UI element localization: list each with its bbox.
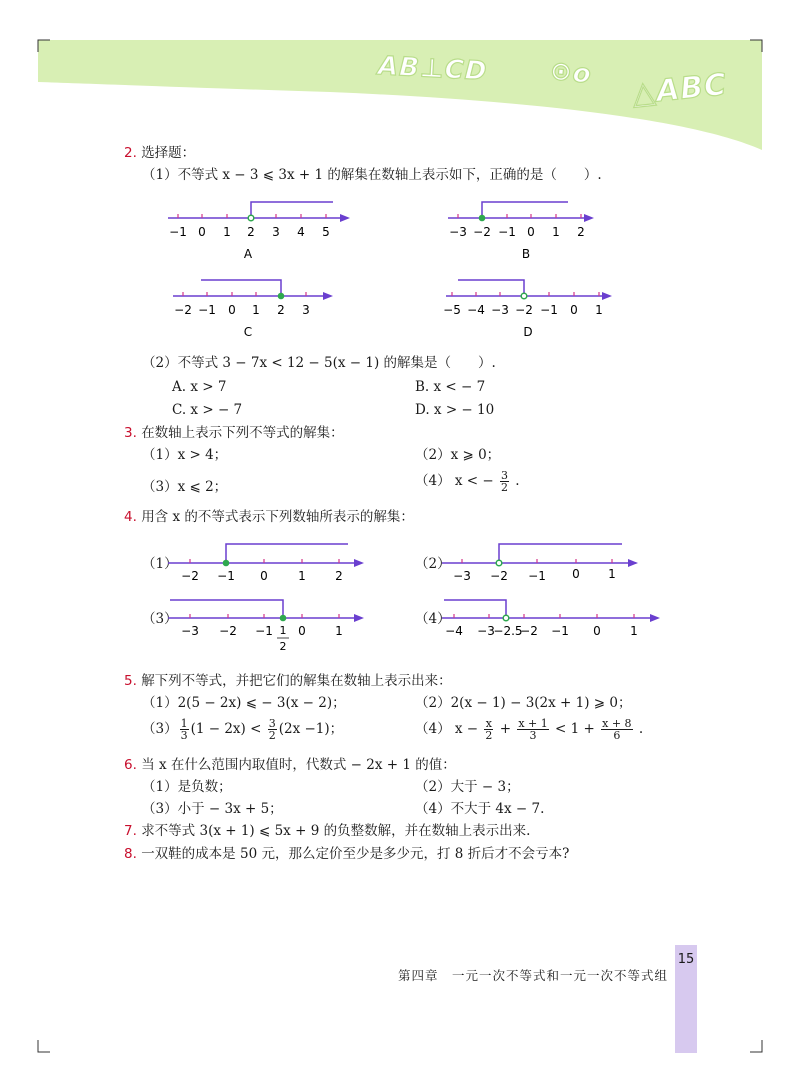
fraction: $\frac{x}{2}$ — [485, 717, 493, 742]
q4-label-3: （3） — [142, 611, 178, 627]
tick-label: 0 — [228, 303, 236, 317]
q4-label-1: （1） — [142, 556, 178, 572]
tick-label: 1 — [335, 624, 343, 638]
tick-label: −3 — [449, 225, 467, 239]
fraction: $\frac{x + 8}{6}$ — [602, 717, 632, 742]
q2-part2: （2）不等式 3 − 7x < 12 − 5(x − 1) 的解集是（ ）. — [142, 355, 496, 371]
q2-option-b: B. x < − 7 — [415, 379, 486, 395]
half-fraction-numerator: 1 — [279, 624, 287, 637]
numberline-q4-2 — [440, 538, 640, 588]
page-number: 15 — [677, 952, 695, 967]
header-word-circle: ⊙o — [548, 55, 594, 91]
tick-label: 2 — [277, 303, 285, 317]
numberline-q4-1 — [166, 538, 366, 588]
q4-title: 用含 x 的不等式表示下列数轴所表示的解集： — [141, 509, 414, 525]
q3-item-1: （1）x > 4； — [142, 447, 228, 463]
q3-number: 3. — [124, 425, 137, 441]
arrow-icon — [340, 214, 350, 222]
q6-item-3: （3）小于 − 3x + 5； — [142, 801, 283, 817]
tick-label: −1 — [169, 225, 187, 239]
tick-label: 3 — [302, 303, 310, 317]
q3-item-2: （2）x ⩾ 0； — [415, 447, 501, 463]
tick-label: −3 — [453, 569, 471, 583]
q3-item-4-post: . — [515, 473, 520, 489]
q5-item-3: （3） $\frac{1}{3}$ (1 − 2x) < $\frac{3}{2}$ (2x −1)； — [142, 717, 344, 742]
arrow-icon — [584, 214, 594, 222]
q8-text: 一双鞋的成本是 50 元，那么定价至少是多少元，打 8 折后才不会亏本? — [141, 846, 570, 862]
q3-title: 在数轴上表示下列不等式的解集： — [141, 425, 344, 441]
q2-option-a: A. x > 7 — [172, 379, 227, 395]
endpoint-dot-d — [521, 293, 527, 299]
caption-b: B — [521, 247, 531, 261]
tick-label: −1 — [198, 303, 216, 317]
arrow-icon — [354, 559, 364, 567]
tick-label: 3 — [272, 225, 280, 239]
tick-label: −2 — [174, 303, 192, 317]
tick-label: 2 — [335, 569, 343, 583]
q4-heading — [124, 508, 414, 526]
tick-label: −3 — [477, 624, 495, 638]
tick-label: −2 — [520, 624, 538, 638]
numberline-q4-3 — [166, 594, 366, 656]
q3-item-4 — [415, 470, 520, 493]
fraction: $\frac{1}{3}$ — [180, 717, 188, 742]
tick-label: 0 — [593, 624, 601, 638]
half-fraction-denominator: 2 — [279, 640, 287, 653]
tick-label: −5 — [443, 303, 461, 317]
q2-option-d: D. x > − 10 — [415, 402, 495, 418]
q3-heading — [124, 424, 344, 442]
tick-label: 0 — [298, 624, 306, 638]
arrow-icon — [602, 292, 612, 300]
tick-label: 1 — [552, 225, 560, 239]
q4-number: 4. — [124, 509, 137, 525]
q6-item-1: （1）是负数； — [142, 779, 232, 795]
fraction: $\frac{3}{2}$ — [501, 469, 508, 494]
numberline-d — [438, 272, 623, 342]
q5-item-4: （4） x − $\frac{x}{2}$ + $\frac{x + 1}{3}$ < 1 + $\frac{x + 8}{6}$ . — [415, 717, 644, 742]
tick-label: −3 — [181, 624, 199, 638]
tick-label: 1 — [252, 303, 260, 317]
solution-bracket-a — [251, 202, 333, 218]
tick-label: −2 — [515, 303, 533, 317]
tick-label: −2 — [490, 569, 508, 583]
tick-label: −1 — [540, 303, 558, 317]
tick-label: 1 — [298, 569, 306, 583]
q5-heading — [124, 672, 452, 690]
numberline-b — [440, 196, 610, 266]
q2-title: 选择题： — [141, 145, 196, 161]
q2-heading — [124, 144, 195, 162]
tick-label: −1 — [255, 624, 273, 638]
arrow-icon — [650, 614, 660, 622]
tick-label: −4 — [445, 624, 463, 638]
tick-label: 2 — [577, 225, 585, 239]
endpoint-dot-c — [278, 293, 284, 299]
q4-label-4: （4） — [415, 611, 451, 627]
solution-bracket-b — [482, 202, 568, 218]
tick-label: −1 — [528, 569, 546, 583]
tick-label: −2 — [473, 225, 491, 239]
numberline-q4-4 — [440, 594, 665, 644]
tick-label: 1 — [608, 567, 616, 581]
q5-title: 解下列不等式，并把它们的解集在数轴上表示出来： — [141, 673, 452, 689]
solution-bracket-q4-3 — [170, 600, 283, 618]
q7 — [124, 822, 530, 840]
tick-label: 0 — [570, 303, 578, 317]
arrow-icon — [354, 614, 364, 622]
q2-option-c: C. x > − 7 — [172, 402, 243, 418]
arrow-icon — [628, 559, 638, 567]
tick-label: 1 — [595, 303, 603, 317]
q4-label-2: （2） — [415, 556, 451, 572]
q6-heading — [124, 756, 456, 774]
tick-label: 1 — [223, 225, 231, 239]
solution-bracket-d — [458, 280, 524, 296]
q7-number: 7. — [124, 823, 137, 839]
endpoint-dot-q4-1 — [223, 560, 229, 566]
solution-bracket-q4-2 — [499, 544, 622, 563]
tick-label: 0 — [260, 569, 268, 583]
tick-label: 2 — [247, 225, 255, 239]
q6-item-2: （2）大于 − 3； — [415, 779, 520, 795]
tick-label: −1 — [551, 624, 569, 638]
q6-item-4: （4）不大于 4x − 7. — [415, 801, 545, 817]
fraction: $\frac{3}{2}$ — [268, 717, 276, 742]
endpoint-dot-a — [248, 215, 254, 221]
caption-c: C — [243, 325, 253, 339]
endpoint-dot-b — [479, 215, 485, 221]
q5-number: 5. — [124, 673, 137, 689]
tick-label: 1 — [630, 624, 638, 638]
numberline-a — [160, 196, 360, 266]
q3-item-4-pre: （4） x < − — [415, 473, 494, 489]
tick-label: −1 — [498, 225, 516, 239]
footer-title: 一元一次不等式和一元一次不等式组 — [452, 968, 669, 983]
footer-chapter: 第四章 — [398, 968, 439, 983]
q7-text: 求不等式 3(x + 1) ⩽ 5x + 9 的负整数解，并在数轴上表示出来. — [141, 823, 531, 839]
header-word-triangle: △ABC — [630, 67, 729, 112]
tick-label: 0 — [572, 567, 580, 581]
tick-label: 0 — [527, 225, 535, 239]
endpoint-dot-q4-2 — [496, 560, 502, 566]
tick-label: −2 — [219, 624, 237, 638]
q5-item-1: （1）2(5 − 2x) ⩽ − 3(x − 2)； — [142, 695, 346, 711]
tick-label: 5 — [322, 225, 330, 239]
q5-item-2: （2）2(x − 1) − 3(2x + 1) ⩾ 0； — [415, 695, 632, 711]
q8 — [124, 845, 569, 863]
solution-bracket-q4-4 — [444, 600, 506, 618]
header-word-perpendicular: AB⊥CD — [377, 51, 489, 87]
tick-label: −2 — [181, 569, 199, 583]
tick-label: −4 — [467, 303, 485, 317]
arrow-icon — [323, 292, 333, 300]
q3-item-3: （3）x ⩽ 2； — [142, 479, 228, 495]
solution-bracket-c — [201, 280, 281, 296]
tick-label: −2.5 — [493, 624, 523, 638]
caption-a: A — [243, 247, 253, 261]
endpoint-dot-q4-4 — [503, 615, 509, 621]
tick-label: 0 — [198, 225, 206, 239]
tick-label: 4 — [297, 225, 305, 239]
q6-title: 当 x 在什么范围内取值时，代数式 − 2x + 1 的值： — [141, 757, 456, 773]
q8-number: 8. — [124, 846, 137, 862]
solution-bracket-q4-1 — [226, 544, 348, 563]
caption-d: D — [523, 325, 533, 339]
endpoint-dot-q4-3 — [280, 615, 286, 621]
q6-number: 6. — [124, 757, 137, 773]
tick-label: −1 — [217, 569, 235, 583]
fraction: $\frac{x + 1}{3}$ — [518, 717, 548, 742]
tick-label: −3 — [491, 303, 509, 317]
q2-number: 2. — [124, 145, 137, 161]
q2-part1: （1）不等式 x − 3 ⩽ 3x + 1 的解集在数轴上表示如下，正确的是（ ）. — [142, 167, 602, 183]
numberline-c — [165, 272, 345, 342]
